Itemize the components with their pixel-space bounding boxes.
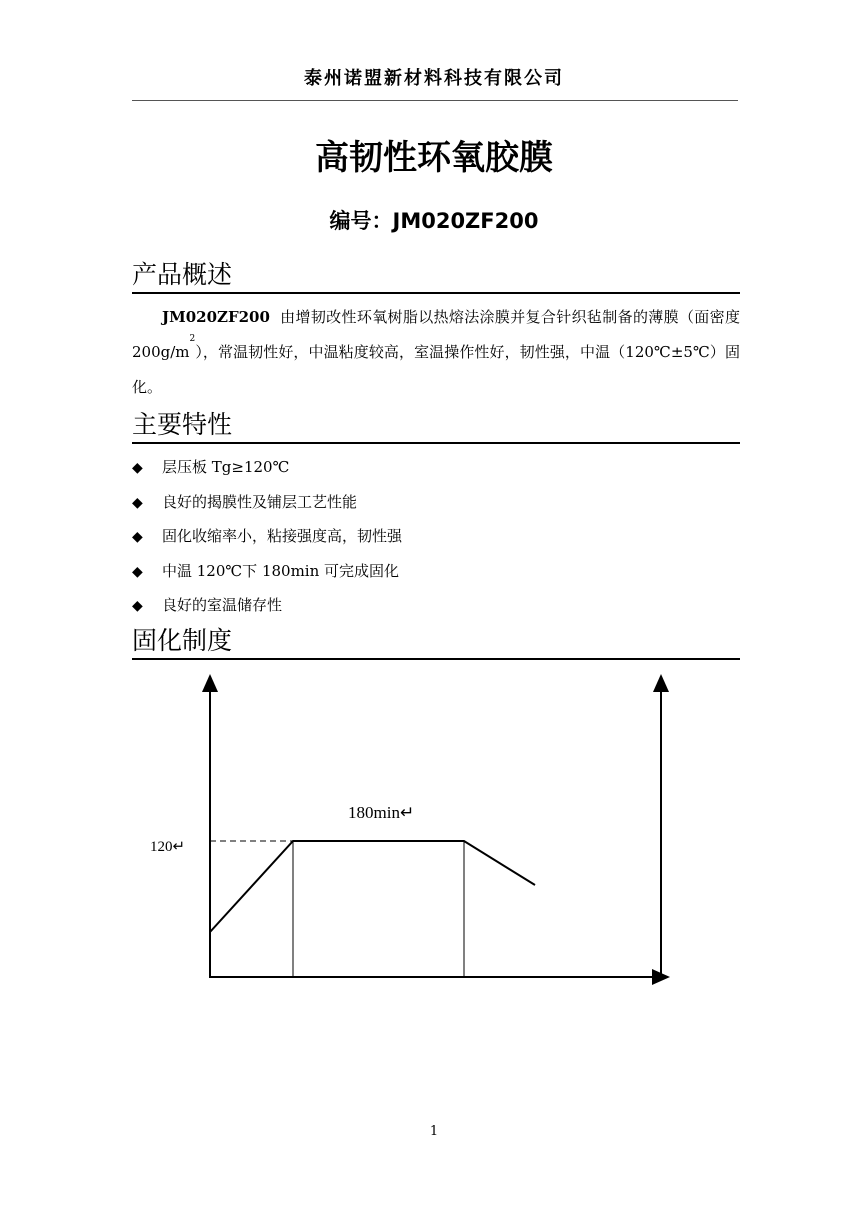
- diamond-bullet-icon: ◆: [132, 494, 143, 511]
- section-heading-features: 主要特性: [132, 408, 740, 444]
- diamond-bullet-icon: ◆: [132, 598, 143, 614]
- list-item: [132, 519, 740, 554]
- hold-duration-label: 180min↵: [348, 803, 415, 822]
- list-item: [132, 588, 740, 623]
- diamond-bullet-icon: ◆: [132, 529, 143, 545]
- diamond-bullet-icon: ◆: [132, 563, 143, 580]
- list-item: [132, 485, 740, 520]
- overview-paragraph: [132, 300, 740, 405]
- list-item: [132, 554, 740, 589]
- diamond-bullet-icon: ◆: [132, 460, 143, 476]
- cure-profile-line: [210, 841, 535, 932]
- feature-text: 固化收缩率小，粘接强度高，韧性强: [162, 527, 403, 545]
- overview-text-part2: ），常温韧性好，中温粘度较高，室温操作性好，韧性强，中温（120℃±5℃）固化。: [132, 343, 740, 396]
- document-title: 高韧性环氧胶膜: [315, 138, 553, 178]
- page-number: 1: [429, 1124, 439, 1139]
- feature-text: 良好的揭膜性及铺层工艺性能: [162, 492, 358, 511]
- section-heading-overview: 产品概述: [132, 258, 740, 294]
- cure-profile-chart: [140, 670, 680, 990]
- section-heading-cure: 固化制度: [132, 624, 740, 660]
- company-name: 泰州诺盟新材料科技有限公司: [304, 68, 564, 89]
- feature-text: 中温 120℃下 180min 可完成固化: [162, 561, 400, 580]
- overview-text-part1: 由增韧改性环氧树脂以热熔法涂膜并复合针织毡制备的薄膜（面密度 200g/m: [132, 308, 740, 361]
- superscript: 2: [189, 334, 196, 344]
- header-divider: [132, 100, 738, 101]
- feature-list: [132, 450, 740, 623]
- temperature-label: 120↵: [150, 839, 186, 855]
- list-item: [132, 450, 740, 485]
- feature-text: 层压板 Tg≥120℃: [162, 458, 290, 476]
- document-code: 编号：JM020ZF200: [329, 209, 539, 233]
- product-code: JM020ZF200: [162, 308, 270, 326]
- feature-text: 良好的室温储存性: [162, 596, 283, 614]
